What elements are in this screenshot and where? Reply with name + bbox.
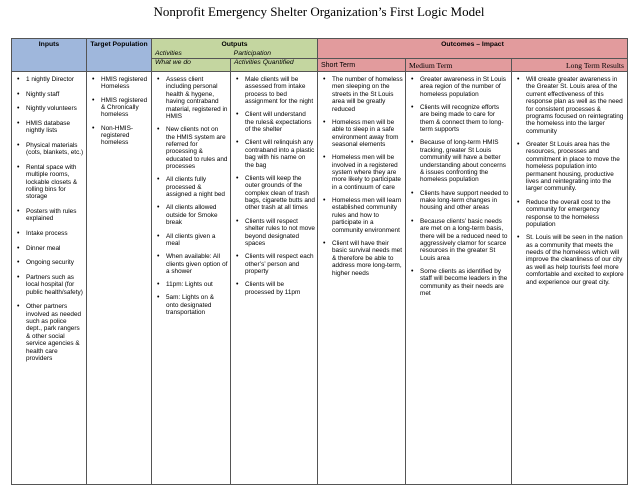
list-item: • Because of long-term HMIS tracking, greater St Louis community will have a better understanding about concerns & issues confronting the homeless population: [420, 139, 509, 183]
list-item: • Client will have their basic survival needs met & therefore be able to address more long-term, higher needs: [332, 240, 403, 277]
list-item: • Clients have support needed to make long-term changes in housing and other areas: [420, 190, 509, 212]
list-item: • Homeless men will learn established community rules and how to participate in a community environment: [332, 197, 403, 234]
list-item: • Clients will respect shelter rules to not move beyond designated spaces: [245, 218, 315, 248]
list-item: • Dinner meal: [26, 245, 84, 252]
activities-list: [152, 76, 230, 317]
long-term-label: Long Term Results: [566, 61, 624, 70]
list-item: • 5am: Lights on & onto designated transportation: [166, 294, 228, 316]
list-item: • All clients allowed outside for Smoke break: [166, 204, 228, 226]
list-item: • St. Louis will be seen in the nation as a community that meets the needs of the homeless which will improve the cleanliness of our city as well as help tourists feel more comfortable and excited to explore and experience our great city.: [526, 234, 625, 286]
list-item: • Ongoing security: [26, 259, 84, 266]
list-item: • Client will understand the rules& expectations of the shelter: [245, 111, 315, 133]
participation-label: Participation: [233, 49, 272, 57]
activities-quantified-header: [231, 59, 318, 72]
list-item: • Rental space with multiple rooms, lockable closets & rolling bins for storage: [26, 164, 84, 201]
list-item: • Clients will be processed by 11pm: [245, 281, 315, 296]
medium-term-header: [406, 59, 512, 72]
list-item: • Nightly volunteers: [26, 105, 84, 112]
list-item: • Greater St Louis area has the resources, processes and commitment in place to move the homeless population into permanent housing, productive lives and reintegrating into the larger community.: [526, 141, 625, 193]
list-item: • 1 nightly Director: [26, 76, 84, 83]
list-item: • Homeless men will be involved in a registered system where they are more likely to participate in a continuum of care: [332, 154, 403, 191]
activities-label: Activities: [155, 49, 182, 57]
short-term-label: Short Term: [321, 62, 356, 69]
list-item: • Clients will recognize efforts are being made to care for them & connect them to long-term supports: [420, 104, 509, 134]
list-item: • Some clients as identified by staff will become leaders in the community as their needs are met: [420, 268, 509, 298]
medium-term-label: Medium Term: [409, 61, 453, 70]
list-item: • Client will relinquish any contraband into a plastic bag with his name on the bag: [245, 139, 315, 169]
outputs-title: Outputs: [221, 41, 248, 48]
list-item: • All clients fully processed & assigned a night bed: [166, 176, 228, 198]
inputs-header: Inputs: [12, 39, 87, 72]
list-item: • Intake process: [26, 230, 84, 237]
list-item: • The number of homeless men sleeping on the streets in the St Louis area will be greatly reduced: [332, 76, 403, 113]
list-item: • Assess client including personal health & hygene, having contraband material, registered in HMIS: [166, 76, 228, 120]
long-term-list: [512, 76, 627, 286]
list-item: • Clients will respect each other’s’ person and property: [245, 253, 315, 275]
inputs-column: [12, 72, 87, 485]
long-term-column: [512, 72, 628, 485]
what-we-do-header: [152, 59, 231, 72]
outcomes-header: [318, 39, 628, 59]
document-title: Nonprofit Emergency Shelter Organization’s First Logic Model: [153, 4, 485, 19]
list-item: • Physical materials (cots, blankets, etc.): [26, 142, 84, 157]
list-item: • New clients not on the HMIS system are referred for processing & educated to rules and processes: [166, 126, 228, 170]
short-term-header: [318, 59, 406, 72]
list-item: • Other partners involved as needed such as police dept., park rangers & other social service agencies & health care providers: [26, 303, 84, 362]
list-item: • Reduce the overall cost to the community for emergency response to the homeless population: [526, 199, 625, 229]
what-we-do-label: What we do: [155, 59, 191, 66]
list-item: • Nightly staff: [26, 91, 84, 98]
list-item: • Because clients’ basic needs are met on a long-term basis, there will be a reduced need to aggressively clamor for scarce resources in the greater St Louis area: [420, 218, 509, 262]
target-column: [87, 72, 152, 485]
medium-term-list: [406, 76, 511, 298]
activities-quantified-label: Activities Quantified: [234, 59, 294, 66]
participation-column: [231, 72, 318, 485]
list-item: • Non-HMIS-registered homeless: [101, 125, 149, 147]
list-item: • When available: All clients given option of a shower: [166, 253, 228, 275]
target-list: [87, 76, 151, 147]
long-term-header: [512, 59, 628, 72]
participation-list: [231, 76, 317, 296]
list-item: • Posters with rules explained: [26, 208, 84, 223]
list-item: • HMIS database nightly lists: [26, 120, 84, 135]
list-item: • Clients will keep the outer grounds of the complex clean of trash bags, cigarette butts and other trash at all times: [245, 175, 315, 212]
list-item: • HMIS registered Homeless: [101, 76, 149, 91]
medium-term-column: [406, 72, 512, 485]
list-item: • Homeless men will be able to sleep in a safe environment away from seasonal elements: [332, 119, 403, 149]
inputs-list: [12, 76, 86, 362]
outcomes-title: Outcomes – Impact: [441, 41, 504, 48]
list-item: • All clients given a meal: [166, 233, 228, 248]
logic-model-table: [11, 38, 628, 485]
short-term-list: [318, 76, 405, 277]
activities-column: [152, 72, 231, 485]
list-item: • Will create greater awareness in the Greater St. Louis area of the current effectiveness of this response plan as well as the need for consistent processes & programs focused on reintegrating the homeless into the larger community: [526, 76, 625, 135]
list-item: • Male clients will be assessed from intake process to bed assignment for the night: [245, 76, 315, 106]
outputs-header: [152, 39, 318, 59]
list-item: • HMIS registered & Chronically homeless: [101, 97, 149, 119]
target-population-header: Target Population: [87, 39, 152, 72]
list-item: • Partners such as local hospital (for public health/safety): [26, 274, 84, 296]
short-term-column: [318, 72, 406, 485]
list-item: • 11pm: Lights out: [166, 281, 228, 288]
list-item: • Greater awareness in St Louis area region of the number of homeless population: [420, 76, 509, 98]
